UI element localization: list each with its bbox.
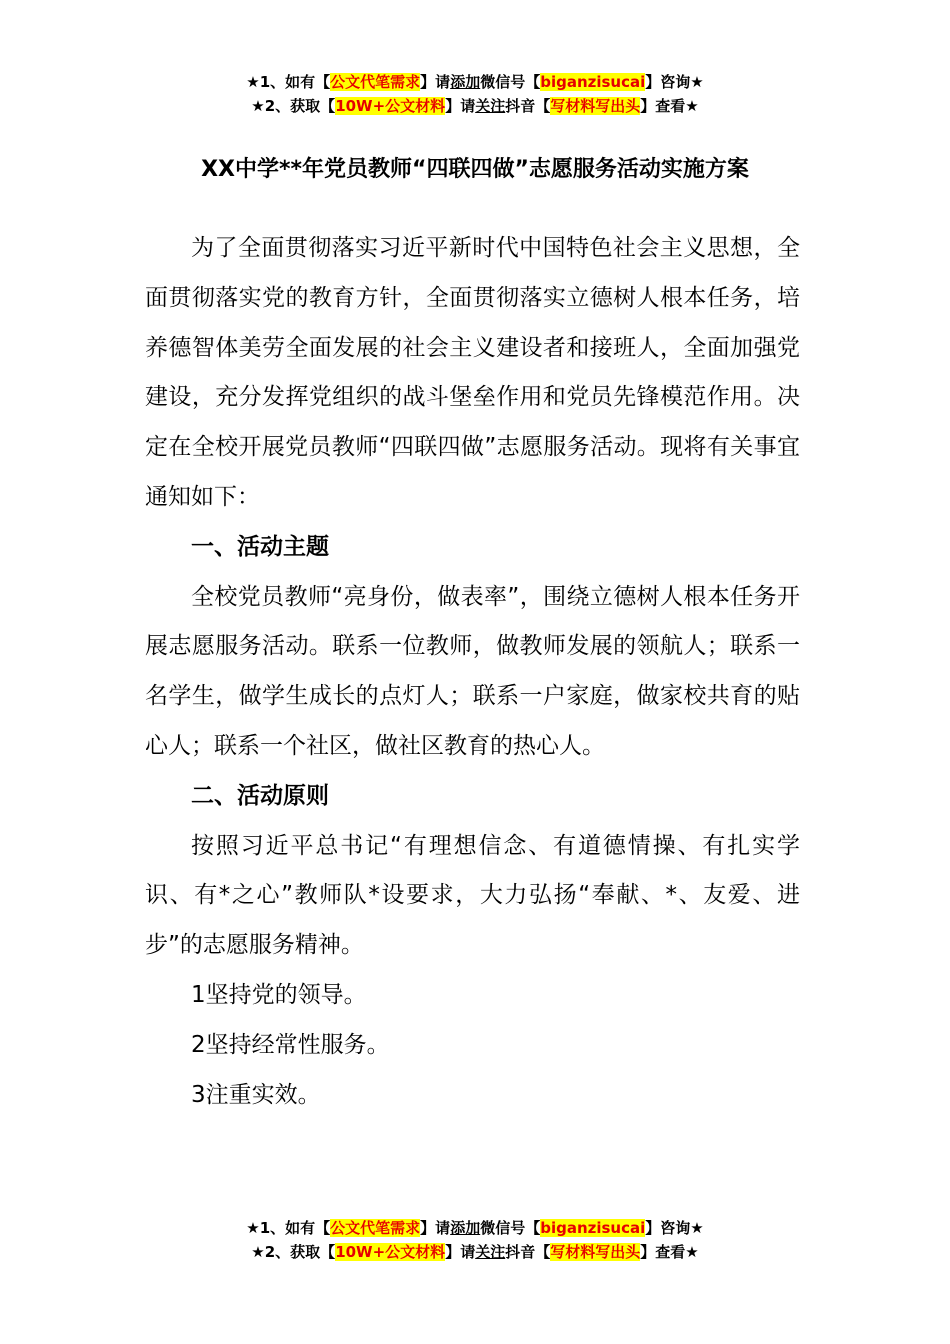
banner-highlight: 写材料写出头 <box>550 1243 641 1261</box>
banner-text: 】咨询★ <box>645 1219 704 1237</box>
banner-underline: 添加 <box>450 1219 481 1237</box>
banner-text: 】咨询★ <box>645 73 704 91</box>
banner-text: 微信号【 <box>480 73 541 91</box>
banner-highlight: 公文代笔需求 <box>330 73 421 91</box>
banner-text: 】查看★ <box>640 1243 699 1261</box>
theme-paragraph: 全校党员教师“亮身份，做表率”，围绕立德树人根本任务开展志愿服务活动。联系一位教师，做教师发展的领航人；联系一名学生，做学生成长的点灯人；联系一户家庭，做家校共育的贴心人；联系一个社区，做社区教育的热心人。 <box>145 583 800 759</box>
banner-text: 】请 <box>445 97 476 115</box>
intro-paragraph: 为了全面贯彻落实习近平新时代中国特色社会主义思想，全面贯彻落实党的教育方针，全面贯彻落实立德树人根本任务，培养德智体美劳全面发展的社会主义建设者和接班人，全面加强党建设，充分发挥党组织的战斗堡垒作用和党员先锋模范作用。决定在全校开展党员教师“四联四做”志愿服务活动。现将有关事宜通知如下： <box>145 235 800 510</box>
banner-highlight: 10W+公文材料 <box>335 97 446 115</box>
banner-highlight: biganzisucai <box>540 1219 646 1237</box>
banner-line-2 <box>0 1240 950 1264</box>
banner-underline: 关注 <box>475 97 506 115</box>
banner-highlight: 写材料写出头 <box>550 97 641 115</box>
banner-highlight: biganzisucai <box>540 73 646 91</box>
banner-highlight: 公文代笔需求 <box>330 1219 421 1237</box>
banner-highlight: 10W+公文材料 <box>335 1243 446 1261</box>
document-body <box>145 224 800 1120</box>
banner-line-1 <box>0 1216 950 1240</box>
section-heading-principles: 二、活动原则 <box>191 782 329 809</box>
banner-text: ★2、获取【 <box>251 97 336 115</box>
section-heading-theme: 一、活动主题 <box>191 533 329 560</box>
banner-text: ★1、如有【 <box>246 1219 331 1237</box>
banner-underline: 关注 <box>475 1243 506 1261</box>
list-item: 1坚持党的领导。 <box>191 981 367 1008</box>
banner-text: 抖音【 <box>505 97 551 115</box>
banner-line-1 <box>0 70 950 94</box>
document-title: XX中学**年党员教师“四联四做”志愿服务活动实施方案 <box>201 157 749 182</box>
banner-line-2 <box>0 94 950 118</box>
top-banner <box>0 70 950 118</box>
list-item: 2坚持经常性服务。 <box>191 1031 390 1058</box>
bottom-banner <box>0 1216 950 1264</box>
principles-paragraph: 按照习近平总书记“有理想信念、有道德情操、有扎实学识、有*之心”教师队*设要求，大力弘扬“奉献、*、友爱、进步”的志愿服务精神。 <box>145 832 800 959</box>
banner-text: ★1、如有【 <box>246 73 331 91</box>
banner-text: 微信号【 <box>480 1219 541 1237</box>
banner-text: ★2、获取【 <box>251 1243 336 1261</box>
list-item: 3注重实效。 <box>191 1081 321 1108</box>
banner-text: 】查看★ <box>640 97 699 115</box>
banner-text: 】请 <box>445 1243 476 1261</box>
banner-underline: 添加 <box>450 73 481 91</box>
banner-text: 】请 <box>420 73 451 91</box>
banner-text: 】请 <box>420 1219 451 1237</box>
banner-text: 抖音【 <box>505 1243 551 1261</box>
